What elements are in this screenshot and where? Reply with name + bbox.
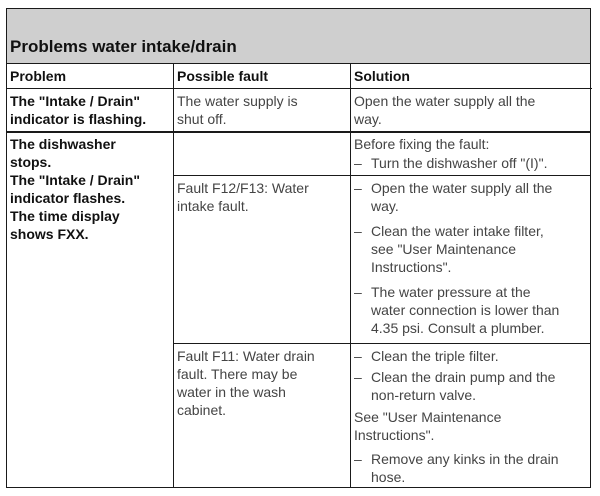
general-intro: Before fixing the fault:: [354, 136, 490, 152]
f11-see-line1: See "User Maintenance: [354, 409, 502, 425]
header-row: [7, 64, 592, 89]
row1-solution-line1: Open the water supply all the: [354, 93, 536, 109]
f12-fault-line2: intake fault.: [177, 198, 249, 214]
f12-step2-line2: see "User Maintenance: [371, 241, 517, 257]
col-divider-1: [173, 64, 174, 487]
col-header-solution: Solution: [354, 68, 410, 84]
f11-step3-dash: –: [354, 451, 362, 467]
f11-fault-line4: cabinet.: [177, 402, 227, 418]
f11-fault-line3: water in the wash: [177, 384, 286, 400]
table-title-bar: [7, 9, 590, 64]
row2-problem-line2: stops.: [10, 154, 52, 170]
f11-step3-line1: Remove any kinks in the drain: [371, 451, 559, 467]
col-header-problem: Problem: [10, 68, 67, 84]
row2-problem-line6: shows FXX.: [10, 226, 89, 242]
f12-step3-line1: The water pressure at the: [371, 284, 531, 300]
row1-problem-line1: The "Intake / Drain": [10, 93, 140, 109]
row2-problem-line5: The time display: [10, 208, 120, 224]
f11-step3-line2: hose.: [371, 469, 406, 485]
f11-see-line2: Instructions".: [354, 427, 435, 443]
row1-solution-line2: way.: [354, 111, 382, 127]
f12-step2-line1: Clean the water intake filter,: [371, 223, 544, 239]
col-header-possible-fault: Possible fault: [177, 68, 269, 84]
f11-fault-line1: Fault F11: Water drain: [177, 348, 315, 364]
f11-step2-dash: –: [354, 369, 362, 385]
f12-step1-line1: Open the water supply all the: [371, 180, 553, 196]
f12-step2-line3: Instructions".: [371, 259, 452, 275]
f11-fault-line2: fault. There may be: [177, 366, 298, 382]
f12-step3-dash: –: [354, 284, 362, 300]
f12-step3-line3: 4.35 psi. Consult a plumber.: [371, 320, 545, 336]
row2-problem-line4: indicator flashes.: [10, 190, 126, 206]
row1-problem-line2: indicator is flashing.: [10, 111, 147, 127]
general-step-dash: –: [354, 155, 362, 171]
f12-step1-line2: way.: [371, 198, 399, 214]
row-divider-2: [173, 175, 591, 176]
row1-fault-line1: The water supply is: [177, 93, 298, 109]
row1-fault-line2: shut off.: [177, 111, 227, 127]
f12-fault-line1: Fault F12/F13: Water: [177, 180, 309, 196]
col-divider-2: [350, 64, 351, 487]
row2-problem-line3: The "Intake / Drain": [10, 172, 140, 188]
f11-step1-dash: –: [354, 348, 362, 364]
table-title: Problems water intake/drain: [10, 37, 237, 56]
f11-step2-line2: non-return valve.: [371, 387, 477, 403]
general-step: Turn the dishwasher off "(I)".: [371, 155, 548, 171]
f12-step1-dash: –: [354, 180, 362, 196]
row2-problem-line1: The dishwasher: [10, 136, 116, 152]
row-divider-3: [173, 343, 591, 344]
row-divider-1: [7, 131, 590, 133]
f12-step2-dash: –: [354, 223, 362, 239]
troubleshooting-table: [6, 8, 591, 488]
f12-step3-line2: water connection is lower than: [371, 302, 560, 318]
f11-step1-line1: Clean the triple filter.: [371, 348, 499, 364]
f11-step2-line1: Clean the drain pump and the: [371, 369, 556, 385]
